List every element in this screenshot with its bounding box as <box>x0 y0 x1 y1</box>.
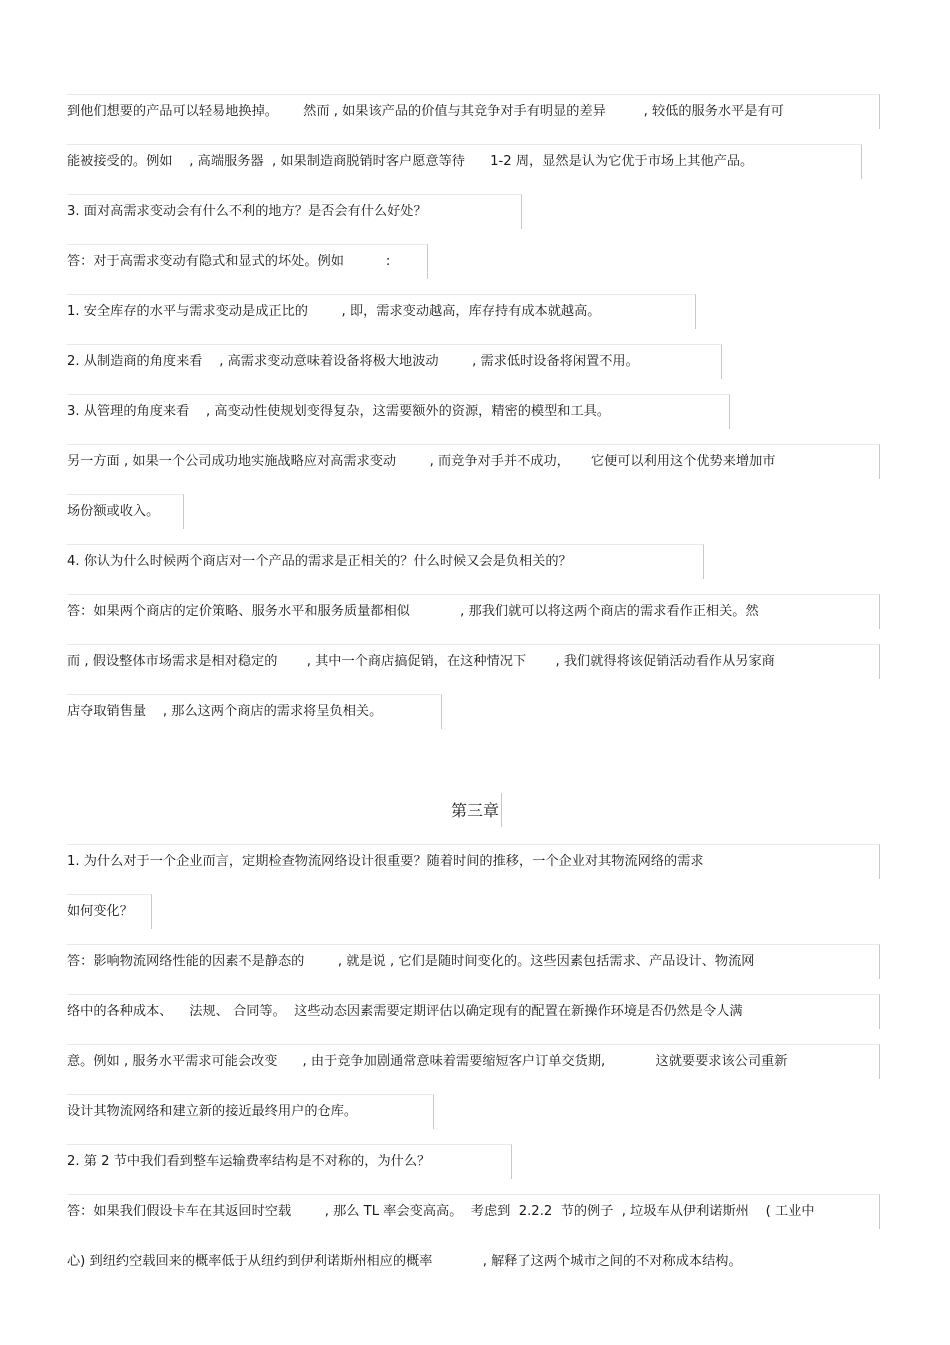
paragraph-line: 到他们想要的产品可以轻易地换掉。 然而 , 如果该产品的价值与其竞争对手有明显的差异 , 较低的服务水平是有可 <box>67 104 784 119</box>
question-line: 4. 你认为什么时候两个商店对一个产品的需求是正相关的？什么时候又会是负相关的？ <box>67 554 572 569</box>
list-item-line: 1. 安全库存的水平与需求变动是成正比的 , 即，需求变动越高，库存持有成本就越高。 <box>67 304 601 319</box>
chapter-title: 第三章 <box>450 801 499 820</box>
paragraph-line: 络中的各种成本、 法规、 合同等。 这些动态因素需要定期评估以确定现有的配置在新操作环境是否仍然是令人满 <box>67 1004 743 1019</box>
answer-line: 答：如果两个商店的定价策略、服务水平和服务质量都相似 , 那我们就可以将这两个商店的需求看作正相关。然 <box>67 604 759 619</box>
list-item-line: 2. 从制造商的角度来看 , 高需求变动意味着设备将极大地波动 , 需求低时设备将闲置不用。 <box>67 354 639 369</box>
paragraph-line: 另一方面 , 如果一个公司成功地实施战略应对高需求变动 , 而竞争对手并不成功， 它便可以利用这个优势来增加市 <box>67 454 776 469</box>
paragraph-line: 设计其物流网络和建立新的接近最终用户的仓库。 <box>67 1104 358 1119</box>
list-item-line: 3. 从管理的角度来看 , 高变动性使规划变得复杂，这需要额外的资源，精密的模型和工具。 <box>67 404 611 419</box>
paragraph-line: 能被接受的。例如 , 高端服务器 , 如果制造商脱销时客户愿意等待 1-2 周，显然是认为它优于市场上其他产品。 <box>67 154 754 169</box>
answer-line: 答：影响物流网络性能的因素不是静态的 , 就是说 , 它们是随时间变化的。这些因素包括需求、产品设计、物流网 <box>67 954 755 969</box>
question-line: 如何变化？ <box>67 904 133 919</box>
question-line: 2. 第 2 节中我们看到整车运输费率结构是不对称的，为什么？ <box>67 1154 431 1169</box>
paragraph-line: 店夺取销售量 , 那么这两个商店的需求将呈负相关。 <box>67 704 383 719</box>
question-line: 3. 面对高需求变动会有什么不利的地方？是否会有什么好处？ <box>67 204 427 219</box>
answer-line: 答：对于高需求变动有隐式和显式的坏处。例如 : <box>67 254 391 269</box>
answer-line: 答：如果我们假设卡车在其返回时空载 , 那么 TL 率会变高高。 考虑到 2.2.2 节的例子 , 垃圾车从伊利诺斯州 ( 工业中 <box>67 1204 815 1219</box>
question-line: 1. 为什么对于一个企业而言，定期检查物流网络设计很重要？随着时间的推移，一个企业对其物流网络的需求 <box>67 854 704 869</box>
paragraph-line: 意。例如 , 服务水平需求可能会改变 , 由于竞争加剧通常意味着需要缩短客户订单交货期, 这就要要求该公司重新 <box>67 1054 788 1069</box>
paragraph-line: 心) 到纽约空载回来的概率低于从纽约到伊利诺斯州相应的概率 , 解释了这两个城市之间的不对称成本结构。 <box>67 1254 742 1269</box>
paragraph-line: 而 , 假设整体市场需求是相对稳定的 , 其中一个商店搞促销，在这种情况下 , 我们就得将该促销活动看作从另家商 <box>67 654 775 669</box>
paragraph-line: 场份额或收入。 <box>67 504 160 519</box>
